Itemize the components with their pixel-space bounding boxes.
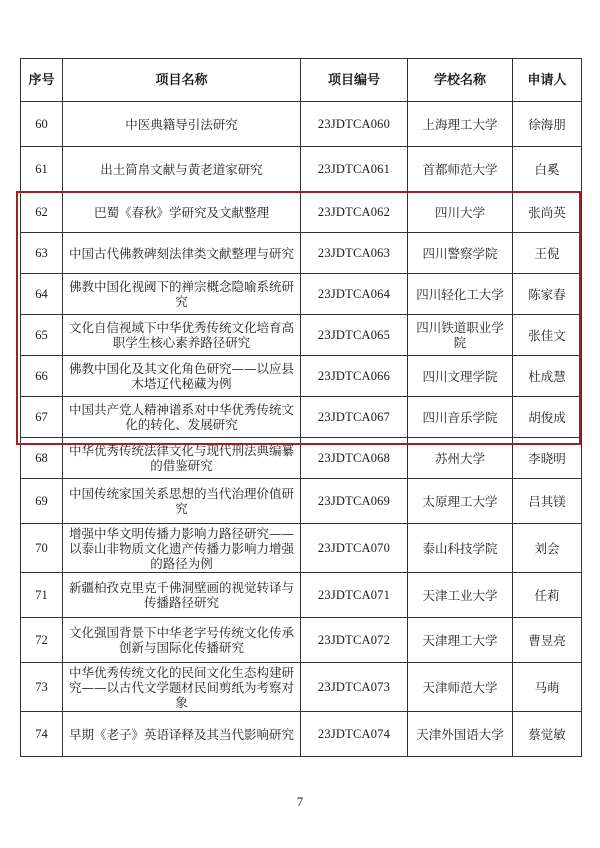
row-school-name: 天津工业大学 bbox=[408, 573, 513, 618]
table-row bbox=[21, 438, 582, 479]
row-school-name: 四川铁道职业学院 bbox=[408, 315, 513, 356]
row-project-code: 23JDTCA067 bbox=[301, 397, 408, 438]
row-project-name: 中医典籍导引法研究 bbox=[63, 102, 301, 147]
row-school-name: 四川文理学院 bbox=[408, 356, 513, 397]
row-project-name: 中国古代佛教碑刻法律类文献整理与研究 bbox=[63, 233, 301, 274]
row-applicant: 徐海朋 bbox=[513, 102, 582, 147]
header-number: 序号 bbox=[21, 59, 63, 102]
row-number: 60 bbox=[21, 102, 63, 147]
row-applicant: 吕其镁 bbox=[513, 479, 582, 524]
table-row bbox=[21, 102, 582, 147]
row-project-name: 早期《老子》英语译释及其当代影响研究 bbox=[63, 712, 301, 757]
row-school-name: 四川大学 bbox=[408, 192, 513, 233]
row-applicant: 曹昱亮 bbox=[513, 618, 582, 663]
row-school-name: 四川轻化工大学 bbox=[408, 274, 513, 315]
header-applicant: 申请人 bbox=[513, 59, 582, 102]
table-row bbox=[21, 147, 582, 192]
table-row bbox=[21, 524, 582, 573]
row-project-name: 文化强国背景下中华老字号传统文化传承创新与国际化传播研究 bbox=[63, 618, 301, 663]
header-school-name: 学校名称 bbox=[408, 59, 513, 102]
row-number: 66 bbox=[21, 356, 63, 397]
row-number: 68 bbox=[21, 438, 63, 479]
row-number: 62 bbox=[21, 192, 63, 233]
table-row bbox=[21, 274, 582, 315]
row-number: 72 bbox=[21, 618, 63, 663]
row-applicant: 刘会 bbox=[513, 524, 582, 573]
table-row bbox=[21, 712, 582, 757]
row-project-name: 佛教中国化视阈下的禅宗概念隐喻系统研究 bbox=[63, 274, 301, 315]
row-project-name: 增强中华文明传播力影响力路径研究——以泰山非物质文化遗产传播力影响力增强的路径为例 bbox=[63, 524, 301, 573]
row-project-code: 23JDTCA061 bbox=[301, 147, 408, 192]
row-number: 65 bbox=[21, 315, 63, 356]
row-school-name: 苏州大学 bbox=[408, 438, 513, 479]
row-project-code: 23JDTCA073 bbox=[301, 663, 408, 712]
table-row bbox=[21, 479, 582, 524]
table-row bbox=[21, 356, 582, 397]
row-number: 61 bbox=[21, 147, 63, 192]
table-row bbox=[21, 397, 582, 438]
table-row bbox=[21, 663, 582, 712]
row-applicant: 胡俊成 bbox=[513, 397, 582, 438]
row-number: 69 bbox=[21, 479, 63, 524]
row-project-name: 中国传统家国关系思想的当代治理价值研究 bbox=[63, 479, 301, 524]
row-applicant: 李晓明 bbox=[513, 438, 582, 479]
row-project-code: 23JDTCA069 bbox=[301, 479, 408, 524]
row-project-code: 23JDTCA066 bbox=[301, 356, 408, 397]
row-applicant: 王倪 bbox=[513, 233, 582, 274]
row-applicant: 白奚 bbox=[513, 147, 582, 192]
table-header-row bbox=[21, 59, 582, 102]
row-school-name: 天津师范大学 bbox=[408, 663, 513, 712]
row-applicant: 张佳文 bbox=[513, 315, 582, 356]
row-school-name: 太原理工大学 bbox=[408, 479, 513, 524]
row-project-code: 23JDTCA062 bbox=[301, 192, 408, 233]
table-row bbox=[21, 573, 582, 618]
row-project-code: 23JDTCA063 bbox=[301, 233, 408, 274]
row-number: 70 bbox=[21, 524, 63, 573]
row-project-name: 中国共产党人精神谱系对中华优秀传统文化的转化、发展研究 bbox=[63, 397, 301, 438]
row-number: 73 bbox=[21, 663, 63, 712]
row-project-name: 文化自信视域下中华优秀传统文化培育高职学生核心素养路径研究 bbox=[63, 315, 301, 356]
row-applicant: 杜成慧 bbox=[513, 356, 582, 397]
row-project-name: 出土简帛文献与黄老道家研究 bbox=[63, 147, 301, 192]
row-applicant: 陈家春 bbox=[513, 274, 582, 315]
row-school-name: 天津外国语大学 bbox=[408, 712, 513, 757]
row-school-name: 四川音乐学院 bbox=[408, 397, 513, 438]
row-school-name: 四川警察学院 bbox=[408, 233, 513, 274]
header-project-name: 项目名称 bbox=[63, 59, 301, 102]
row-applicant: 张尚英 bbox=[513, 192, 582, 233]
row-number: 67 bbox=[21, 397, 63, 438]
table-row bbox=[21, 233, 582, 274]
row-project-name: 新疆柏孜克里克千佛洞壁画的视觉转译与传播路径研究 bbox=[63, 573, 301, 618]
table-row bbox=[21, 618, 582, 663]
row-project-code: 23JDTCA068 bbox=[301, 438, 408, 479]
row-number: 71 bbox=[21, 573, 63, 618]
row-project-code: 23JDTCA072 bbox=[301, 618, 408, 663]
row-project-code: 23JDTCA071 bbox=[301, 573, 408, 618]
row-applicant: 马萌 bbox=[513, 663, 582, 712]
row-number: 64 bbox=[21, 274, 63, 315]
row-project-code: 23JDTCA064 bbox=[301, 274, 408, 315]
row-project-name: 巴蜀《春秋》学研究及文献整理 bbox=[63, 192, 301, 233]
row-project-name: 中华优秀传统法律文化与现代刑法典编纂的借鉴研究 bbox=[63, 438, 301, 479]
row-school-name: 天津理工大学 bbox=[408, 618, 513, 663]
header-project-code: 项目编号 bbox=[301, 59, 408, 102]
row-project-code: 23JDTCA060 bbox=[301, 102, 408, 147]
row-school-name: 首都师范大学 bbox=[408, 147, 513, 192]
row-applicant: 蔡觉敏 bbox=[513, 712, 582, 757]
row-project-code: 23JDTCA074 bbox=[301, 712, 408, 757]
project-table bbox=[20, 58, 582, 757]
row-project-code: 23JDTCA070 bbox=[301, 524, 408, 573]
row-number: 63 bbox=[21, 233, 63, 274]
row-project-name: 佛教中国化及其文化角色研究——以应县木塔辽代秘藏为例 bbox=[63, 356, 301, 397]
table-row bbox=[21, 192, 582, 233]
page-number: 7 bbox=[296, 794, 304, 809]
row-project-code: 23JDTCA065 bbox=[301, 315, 408, 356]
table-row bbox=[21, 315, 582, 356]
row-project-name: 中华优秀传统文化的民间文化生态构建研究——以古代文学题材民间剪纸为考察对象 bbox=[63, 663, 301, 712]
row-school-name: 上海理工大学 bbox=[408, 102, 513, 147]
row-number: 74 bbox=[21, 712, 63, 757]
row-school-name: 泰山科技学院 bbox=[408, 524, 513, 573]
row-applicant: 任莉 bbox=[513, 573, 582, 618]
